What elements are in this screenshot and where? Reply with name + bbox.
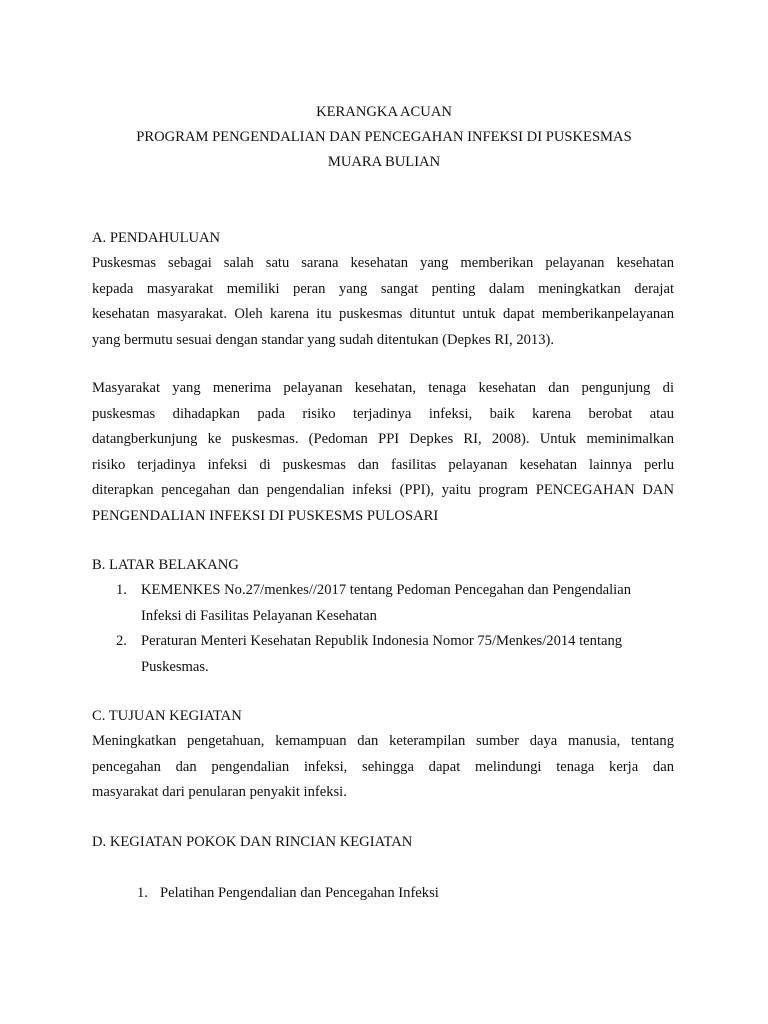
section-d-heading: D. KEGIATAN POKOK DAN RINCIAN KEGIATAN: [92, 834, 413, 850]
list-item-line: KEMENKES No.27/menkes//2017 tentang Pedoman Pencegahan dan Pengendalian: [141, 582, 632, 598]
section-c-heading: C. TUJUAN KEGIATAN: [92, 708, 242, 724]
section-a-paragraph-2: [92, 376, 674, 530]
title-line-1: KERANGKA ACUAN: [316, 104, 452, 120]
section-d-list: [92, 881, 674, 907]
section-c: [92, 704, 674, 806]
section-b: [92, 553, 674, 680]
paragraph-line: PENGENDALIAN INFEKSI DI PUSKESMS PULOSARI: [92, 507, 439, 524]
document-title: [0, 100, 768, 175]
section-d: [92, 830, 674, 855]
title-line-3: MUARA BULIAN: [327, 154, 441, 170]
paragraph-line: datangberkunjung ke puskesmas. (Pedoman PPI Depkes RI, 2008). Untuk meminimalkan: [92, 431, 674, 448]
paragraph-line: Masyarakat yang menerima pelayanan kesehatan, tenaga kesehatan dan pengunjung di: [92, 380, 674, 396]
paragraph-line: pencegahan dan pengendalian infeksi, sehingga dapat melindungi tenaga kerja dan: [92, 758, 674, 775]
paragraph-line: risiko terjadinya infeksi di puskesmas dan fasilitas pelayanan kesehatan lainnya perlu: [92, 456, 674, 473]
paragraph-line: Meningkatkan pengetahuan, kemampuan dan keterampilan sumber daya manusia, tentang: [92, 733, 674, 749]
paragraph-line: masyarakat dari penularan penyakit infeksi.: [92, 784, 347, 801]
list-item-line: Pelatihan Pengendalian dan Pencegahan Infeksi: [160, 885, 439, 901]
section-a-paragraph-2-block: [92, 376, 674, 530]
section-c-paragraph: [92, 729, 674, 806]
section-a-heading: A. PENDAHULUAN: [92, 230, 221, 246]
paragraph-line: diterapkan pencegahan dan pengendalian infeksi (PPI), yaitu program PENCEGAHAN DAN: [92, 482, 674, 499]
paragraph-line: yang bermutu sesuai dengan standar yang sudah ditentukan (Depkes RI, 2013).: [92, 331, 555, 348]
list-item: [92, 578, 674, 629]
paragraph-line: kesehatan masyarakat. Oleh karena itu puskesmas dituntut untuk dapat memberikanpelayanan: [92, 306, 674, 323]
paragraph-line: puskesmas dihadapkan pada risiko terjadinya infeksi, baik karena berobat atau: [92, 405, 674, 422]
list-number: 1.: [116, 582, 127, 598]
section-a: [92, 226, 674, 353]
section-a-paragraph-1: [92, 251, 674, 353]
list-item: [92, 881, 674, 907]
paragraph-line: Puskesmas sebagai salah satu sarana kesehatan yang memberikan pelayanan kesehatan: [92, 255, 674, 271]
title-line-2: PROGRAM PENGENDALIAN DAN PENCEGAHAN INFEKSI DI PUSKESMAS: [136, 129, 632, 145]
list-item-line: Puskesmas.: [141, 658, 209, 675]
list-number: 2.: [116, 633, 127, 650]
list-item-line: Peraturan Menteri Kesehatan Republik Indonesia Nomor 75/Menkes/2014 tentang: [141, 633, 623, 650]
paragraph-line: kepada masyarakat memiliki peran yang sangat penting dalam meningkatkan derajat: [92, 280, 674, 297]
list-item-line: Infeksi di Fasilitas Pelayanan Kesehatan: [141, 607, 377, 624]
section-b-heading: B. LATAR BELAKANG: [92, 557, 239, 573]
list-item: [92, 629, 674, 680]
list-number: 1.: [137, 885, 148, 901]
